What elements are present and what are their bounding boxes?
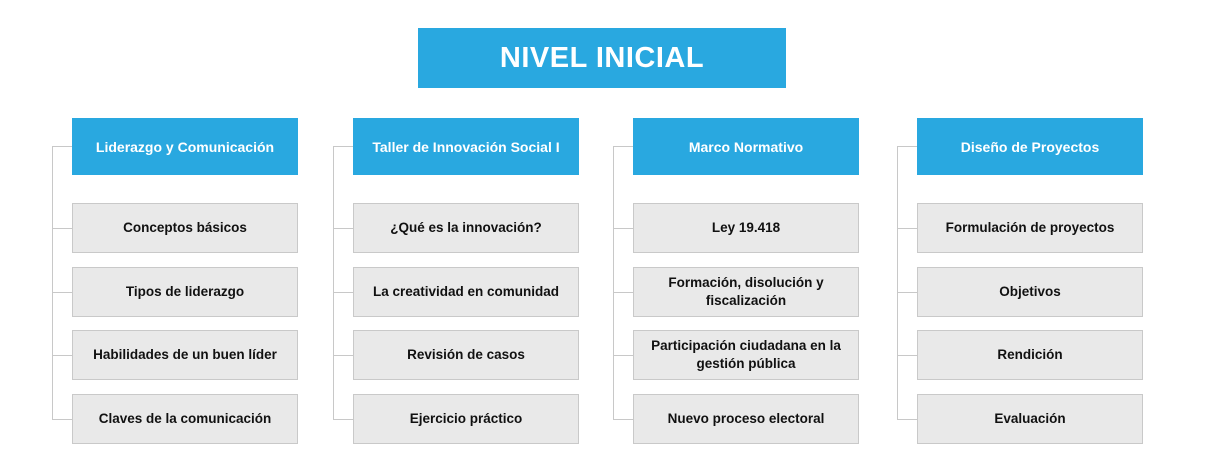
topic-box: Tipos de liderazgo xyxy=(72,267,298,317)
connector-tick xyxy=(897,419,917,420)
topic-box: ¿Qué es la innovación? xyxy=(353,203,579,253)
connector-line xyxy=(333,146,334,419)
column-marco-normativo xyxy=(613,118,873,448)
topic-box: La creatividad en comunidad xyxy=(353,267,579,317)
connector-line xyxy=(613,146,614,419)
connector-tick xyxy=(613,355,633,356)
connector-tick xyxy=(897,355,917,356)
topic-box: Nuevo proceso electoral xyxy=(633,394,859,444)
connector-tick xyxy=(52,355,72,356)
connector-tick xyxy=(897,292,917,293)
topic-box: Objetivos xyxy=(917,267,1143,317)
column-header: Marco Normativo xyxy=(633,118,859,175)
connector-tick xyxy=(613,146,633,147)
topic-box: Conceptos básicos xyxy=(72,203,298,253)
topic-box: Ley 19.418 xyxy=(633,203,859,253)
topic-box: Revisión de casos xyxy=(353,330,579,380)
column-liderazgo xyxy=(52,118,312,448)
column-header: Liderazgo y Comunicación xyxy=(72,118,298,175)
connector-tick xyxy=(333,355,353,356)
connector-tick xyxy=(333,228,353,229)
connector-tick xyxy=(52,292,72,293)
column-header: Diseño de Proyectos xyxy=(917,118,1143,175)
connector-tick xyxy=(613,419,633,420)
topic-box: Formulación de proyectos xyxy=(917,203,1143,253)
topic-box: Rendición xyxy=(917,330,1143,380)
connector-line xyxy=(52,146,53,419)
connector-tick xyxy=(333,292,353,293)
column-diseno-proyectos xyxy=(897,118,1157,448)
connector-tick xyxy=(613,228,633,229)
topic-box: Ejercicio práctico xyxy=(353,394,579,444)
connector-tick xyxy=(613,292,633,293)
topic-box: Claves de la comunicación xyxy=(72,394,298,444)
topic-box: Evaluación xyxy=(917,394,1143,444)
page-title: NIVEL INICIAL xyxy=(418,28,786,88)
topic-box: Habilidades de un buen líder xyxy=(72,330,298,380)
connector-tick xyxy=(52,228,72,229)
connector-tick xyxy=(52,419,72,420)
connector-tick xyxy=(333,419,353,420)
connector-line xyxy=(897,146,898,419)
connector-tick xyxy=(897,146,917,147)
column-header: Taller de Innovación Social I xyxy=(353,118,579,175)
column-innovacion xyxy=(333,118,593,448)
connector-tick xyxy=(52,146,72,147)
connector-tick xyxy=(333,146,353,147)
topic-box: Participación ciudadana en la gestión pública xyxy=(633,330,859,380)
topic-box: Formación, disolución y fiscalización xyxy=(633,267,859,317)
connector-tick xyxy=(897,228,917,229)
